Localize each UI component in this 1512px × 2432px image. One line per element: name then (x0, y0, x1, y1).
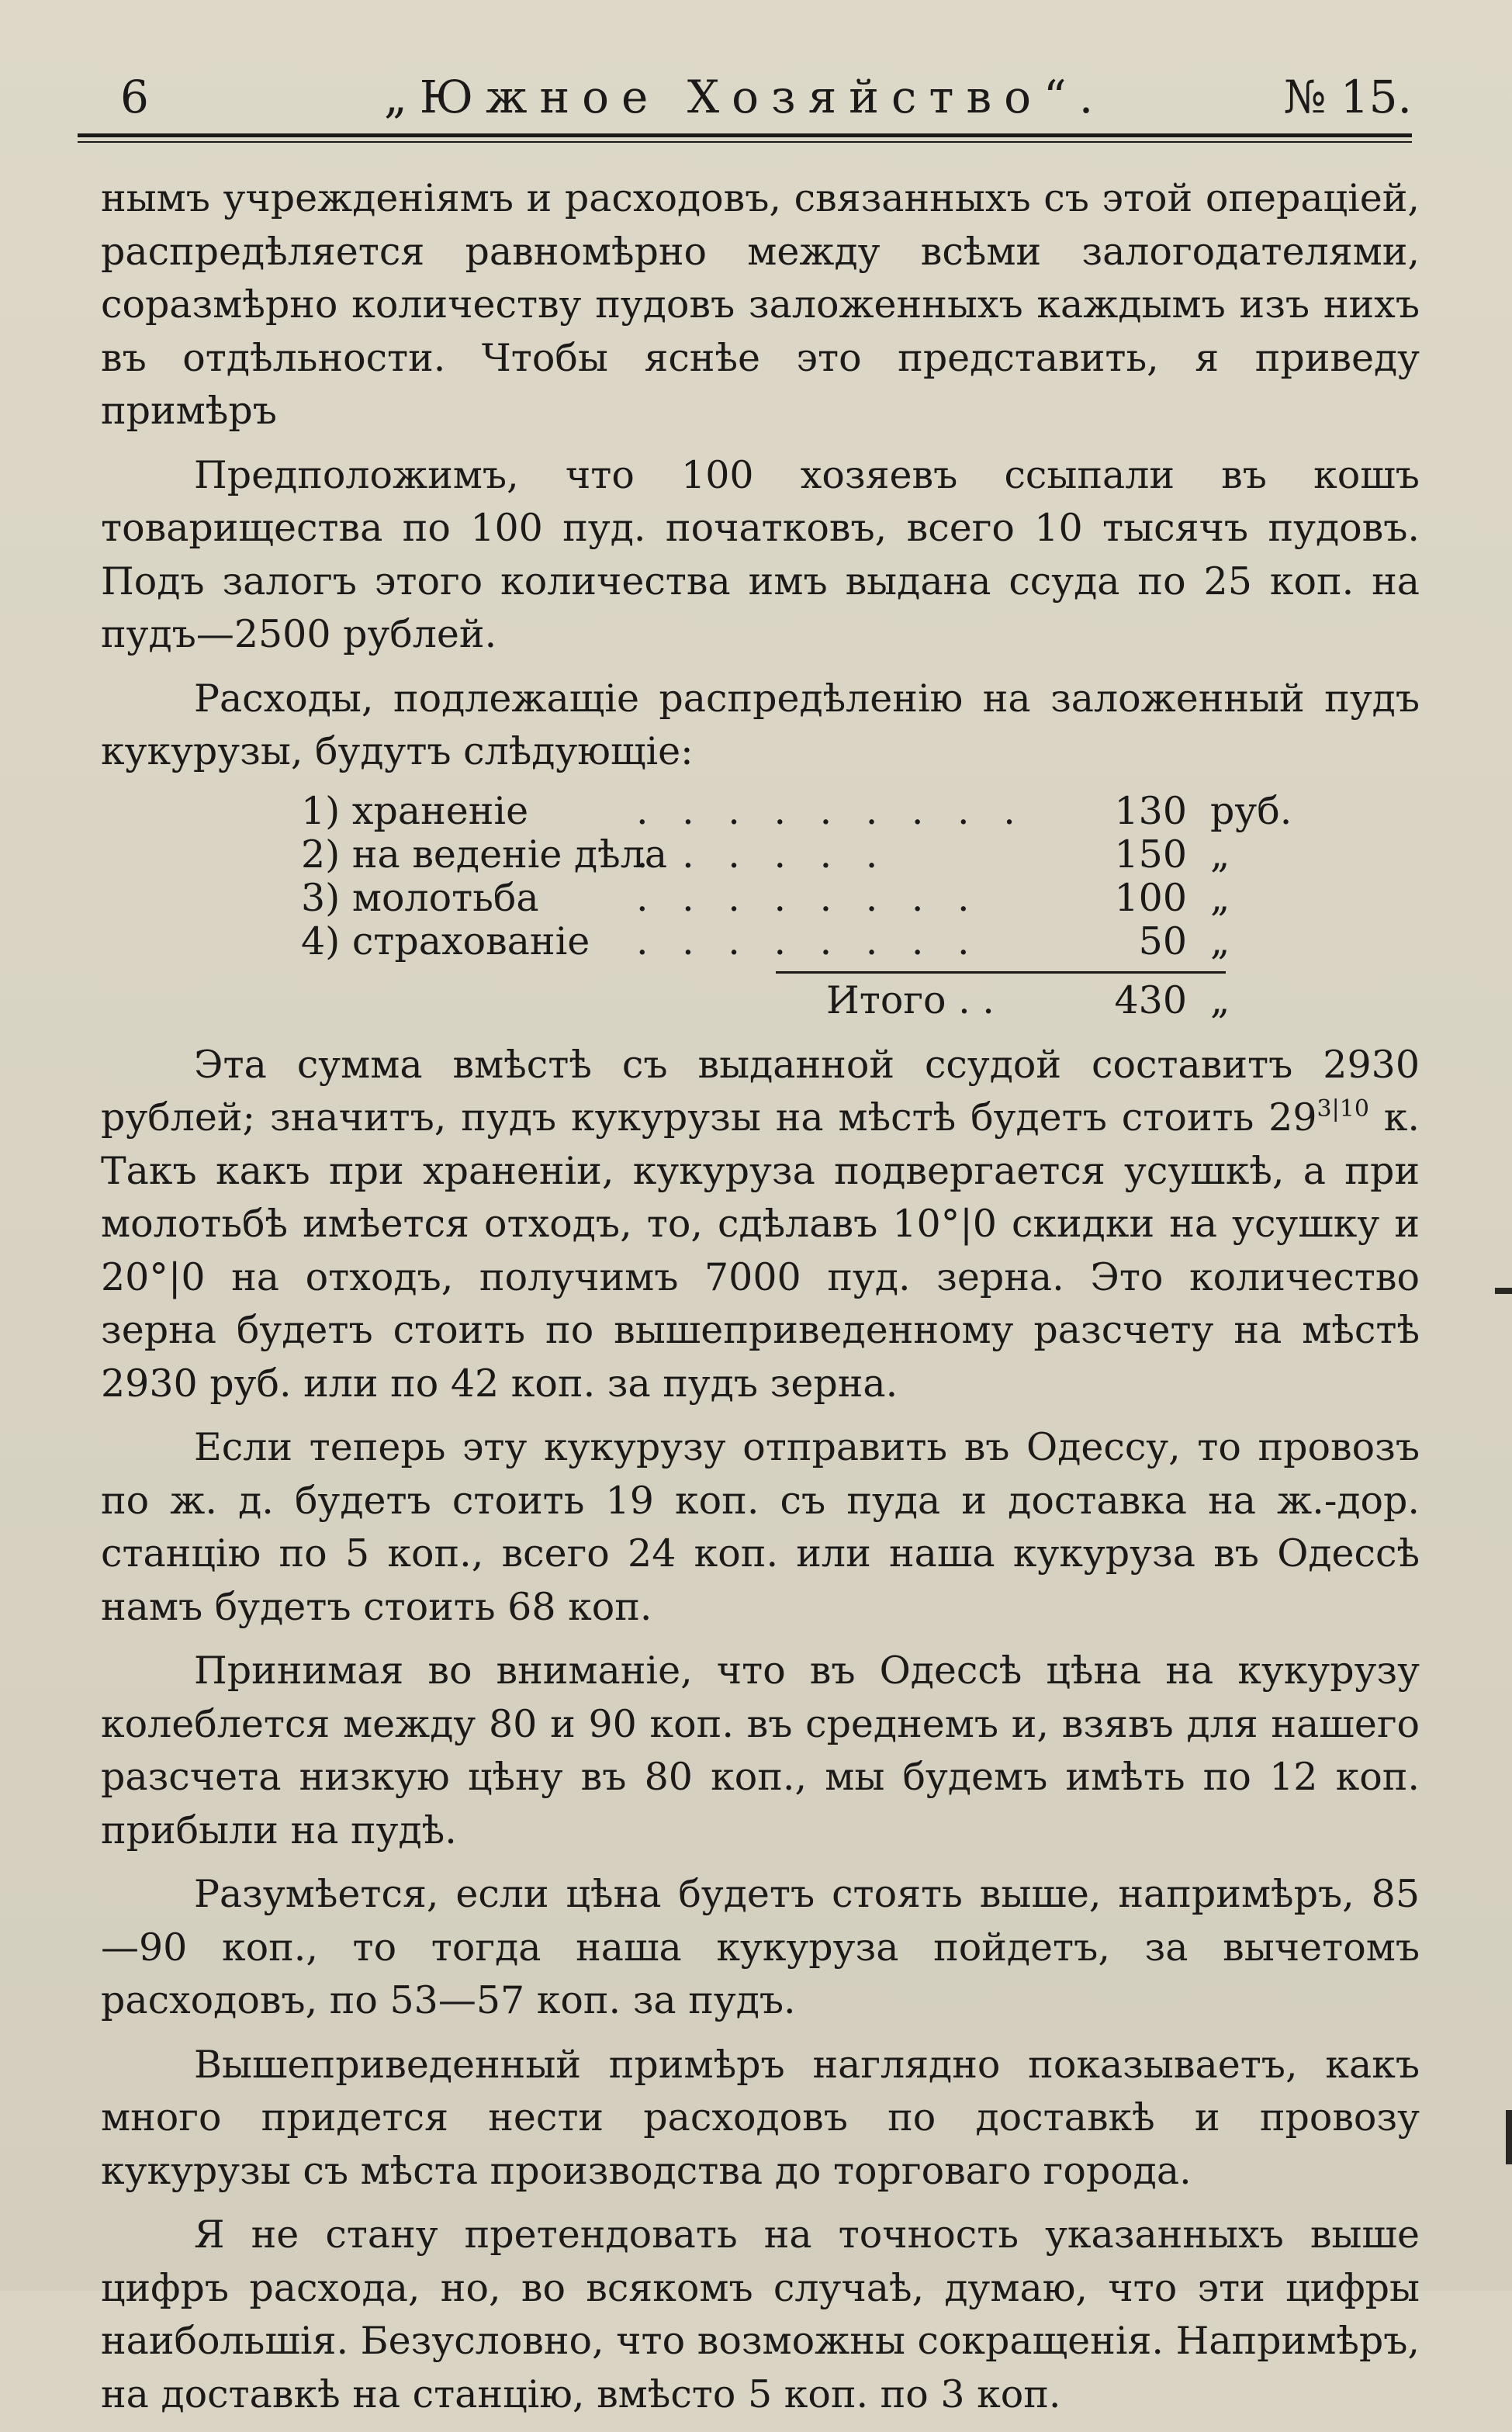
paragraph-4-part-2: к. Такъ какъ при храненiи, кукуруза подвергается усушкѣ, а при молотьбѣ имѣется отходъ, то, сдѣлавъ 10°|0 скидки на усушку и 20°|0 на отходъ, получимъ 7000 пуд. зерна. Это количество зерна будетъ стоить по вышеприведенному разсчету на мѣстѣ 2930 руб. или по 42 коп. за пудъ зерна. (101, 1095, 1420, 1406)
page-number: 6 (120, 71, 149, 123)
paragraph-2: Предположимъ, что 100 хозяевъ ссыпали въ кошъ товарищества по 100 пуд. початковъ, всего 10 тысячъ пудовъ. Подъ залогъ этого количества имъ выдана ссуда по 25 коп. на пудъ—2500 рублей. (101, 452, 1420, 656)
expense-list (101, 790, 1420, 963)
scan-edge-mark (1506, 2110, 1512, 2164)
scan-edge-mark (1495, 1288, 1512, 1294)
expense-amount: 150 (1114, 832, 1187, 877)
expense-label: 3) молотьба (301, 875, 539, 920)
paragraph-1: нымъ учрежденiямъ и расходовъ, связанныхъ съ этой операцiей, распредѣляется равномѣрно между всѣми залогодателями, соразмѣрно количеству пудовъ заложенныхъ каждымъ изъ нихъ въ отдѣльности. Чтобы яснѣе это представить, я приведу примѣръ (101, 176, 1420, 433)
expense-unit: руб. (1210, 788, 1292, 833)
leader-dots: . . . . . . . . (636, 875, 981, 920)
leader-dots: . . . . . . (636, 832, 889, 877)
paragraph-4 (101, 1039, 1420, 1411)
expense-amount: 50 (1138, 918, 1187, 963)
leader-dots: . . . . . . . . . (636, 788, 1026, 833)
article-body (101, 172, 1420, 2432)
paragraph-8: Вышеприведенный примѣръ наглядно показываетъ, какъ много придется нести расходовъ по доставкѣ и провозу кукурузы съ мѣста производства до торговаго города. (101, 2042, 1420, 2193)
paragraph-4-part-1: Эта сумма вмѣстѣ съ выданной ссудой составитъ 2930 рублей; значитъ, пудъ кукурузы на мѣстѣ будетъ стоить 29 (101, 1042, 1420, 1140)
expense-label: 1) храненiе (301, 788, 529, 833)
paragraph-9: Я не стану претендовать на точность указанныхъ выше цифръ расхода, но, во всякомъ случаѣ, думаю, что эти цифры наибольшiя. Безусловно, что возможны сокращенiя. Напримѣръ, на доставкѣ на станцiю, вмѣсто 5 коп. по 3 коп. (101, 2212, 1420, 2416)
header-rule-thick (78, 133, 1412, 137)
total-amount: 430 (1114, 977, 1187, 1022)
expense-item (101, 790, 1420, 833)
journal-title: „Южное Хозяйство“. (383, 71, 1106, 123)
expense-item (101, 877, 1420, 920)
expense-amount: 130 (1114, 788, 1187, 833)
expense-unit: „ (1210, 918, 1230, 963)
expense-unit: „ (1210, 832, 1230, 877)
leader-dots: . . . . . . . . (636, 918, 981, 963)
issue-number: № 15. (1283, 71, 1412, 123)
expense-label: 4) страхованiе (301, 918, 590, 963)
paragraph-7: Разумѣется, если цѣна будетъ стоять выше, напримѣръ, 85—90 коп., то тогда наша кукуруза пойдетъ, за вычетомъ расходовъ, по 53—57 коп. за пудъ. (101, 1872, 1420, 2022)
expense-item (101, 920, 1420, 963)
price-fraction: 3|10 (1317, 1095, 1369, 1123)
total-unit: „ (1210, 977, 1230, 1022)
running-head (78, 62, 1412, 132)
header-rule-thin (78, 141, 1412, 143)
expense-amount: 100 (1114, 875, 1187, 920)
total-label: Итого . . (826, 977, 995, 1022)
expense-label: 2) на веденiе дѣла (301, 832, 668, 877)
paragraph-5: Если теперь эту кукурузу отправить въ Одессу, то провозъ по ж. д. будетъ стоить 19 коп. съ пуда и доставка на ж.-дор. станцiю по 5 коп., всего 24 коп. или наша кукуруза въ Одессѣ намъ будетъ стоить 68 коп. (101, 1425, 1420, 1629)
paragraph-6: Принимая во вниманiе, что въ Одессѣ цѣна на кукурузу колеблется между 80 и 90 коп. въ среднемъ и, взявъ для нашего разсчета низкую цѣну въ 80 коп., мы будемъ имѣть по 12 коп. прибыли на пудѣ. (101, 1648, 1420, 1853)
expense-unit: „ (1210, 875, 1230, 920)
paragraph-3: Расходы, подлежащiе распредѣленiю на заложенный пудъ кукурузы, будутъ слѣдующiе: (101, 676, 1420, 773)
expense-item (101, 833, 1420, 877)
expense-total-row (101, 974, 1420, 1028)
